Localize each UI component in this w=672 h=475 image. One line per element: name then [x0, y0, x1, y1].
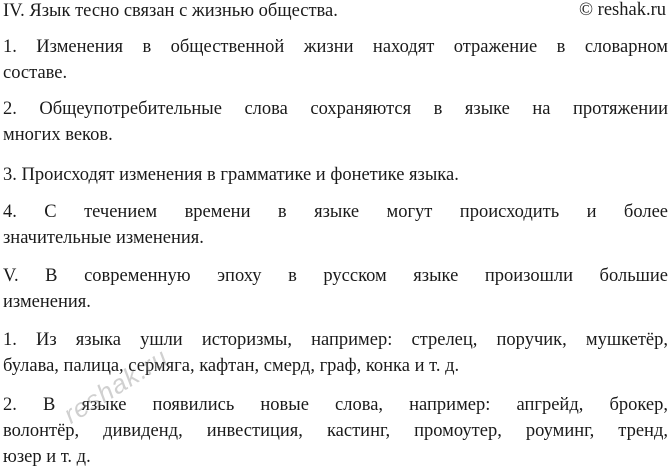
paragraph-2-line-2: многих веков. — [3, 125, 113, 145]
section-v-line-1: V. В современную эпоху в русском языке произошли большие — [3, 266, 668, 286]
paragraph-3-line-1: 3. Происходят изменения в грамматике и фонетике языка. — [3, 165, 459, 185]
paragraph-4-line-2: значительные изменения. — [3, 228, 204, 248]
paragraph-4-line-1: 4. С течением времени в языке могут происходить и более — [3, 202, 668, 222]
paragraph-6-line-1: 2. В языке появились новые слова, например: апгрейд, брокер, — [3, 395, 668, 415]
section-v-line-2: изменения. — [3, 292, 91, 312]
watermark: reshak.ru — [58, 341, 174, 430]
paragraph-1-line-1: 1. Изменения в общественной жизни находят отражение в словарном — [3, 37, 668, 57]
paragraph-2-line-1: 2. Общеупотребительные слова сохраняются в языке на протяжении — [3, 99, 668, 119]
paragraph-5-line-2: булава, палица, сермяга, кафтан, смерд, граф, конка и т. д. — [3, 356, 460, 376]
paragraph-1-line-2: составе. — [3, 63, 68, 83]
section-heading-iv: IV. Язык тесно связан с жизнью общества. — [3, 1, 338, 21]
paragraph-5-line-1: 1. Из языка ушли историзмы, например: стрелец, поручик, мушкетёр, — [3, 330, 668, 350]
copyright-notice: © reshak.ru — [579, 0, 666, 20]
paragraph-6-line-3: юзер и т. д. — [3, 447, 91, 467]
paragraph-6-line-2: волонтёр, дивиденд, инвестиция, кастинг, промоутер, роуминг, тренд, — [3, 421, 668, 441]
